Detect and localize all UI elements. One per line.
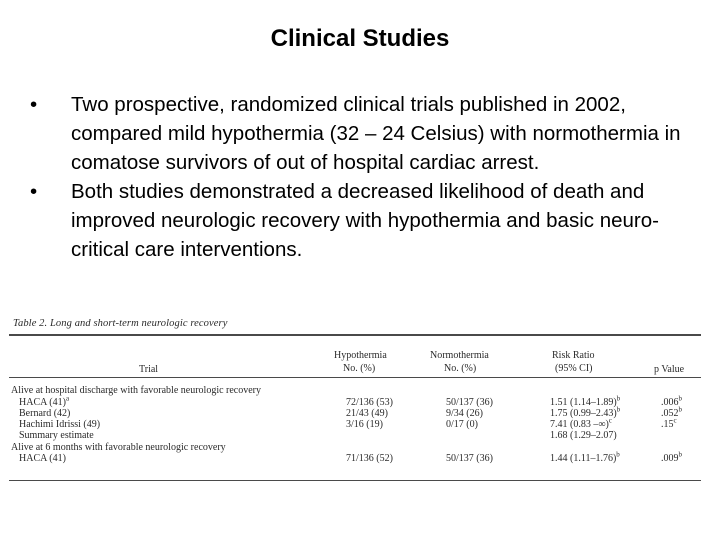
cell-trial: Alive at hospital discharge with favorable neurologic recovery [11,385,262,396]
slide-title: Clinical Studies [270,25,450,52]
table-caption: Table 2. Long and short-term neurologic recovery [13,318,228,329]
cell-trial: HACA (41) [19,453,66,464]
header-risk-ratio: Risk Ratio [552,350,595,361]
header-hypothermia: Hypothermia [334,350,387,361]
cell-trial: HACA $(41)^a$ [19,394,70,408]
header-trial: Trial [139,364,159,375]
cell-p-value: .006$^b$ [661,394,682,408]
cell-normothermia: 0/17 (0) [446,419,478,430]
table-rule-bottom [9,480,701,481]
cell-p-value: .009$^b$ [661,450,682,464]
cell-p-value: .15$^c$ [661,416,677,430]
results-table [9,318,701,483]
header-normothermia-unit: No. (%) [444,363,477,374]
cell-hypothermia: 71/136 (52) [346,453,393,464]
table-rule-header [9,377,701,378]
bullet-item: • Both studies demonstrated a decreased likelihood of death and improved neurologic recovery with hypothermia and basic neuro-critical care interventions. [28,177,708,264]
bullet-item: • Two prospective, randomized clinical trials published in 2002, compared mild hypothermia (32 – 24 Celsius) with normothermia in comatose survivors of out of hospital cardiac arrest. [28,90,708,177]
cell-risk-ratio: 1.75 $(0.99-2.43)^b$ [550,405,621,419]
cell-normothermia: 50/137 (36) [446,397,493,408]
cell-hypothermia: 72/136 (53) [346,397,393,408]
header-risk-ratio-ci: (95% CI) [555,363,593,374]
cell-risk-ratio: 1.68 (1.29–2.07) [550,430,617,441]
cell-normothermia: 50/137 (36) [446,453,493,464]
cell-trial: Alive at 6 months with favorable neurologic recovery [11,442,226,453]
cell-trial: Bernard (42) [19,408,71,419]
bullet-list [28,90,708,264]
cell-trial: Hachimi Idrissi (49) [19,419,101,430]
cell-risk-ratio: 1.51 $(1.14-1.89)^b$ [550,394,621,408]
cell-hypothermia: 21/43 (49) [346,408,388,419]
header-p-value: p Value [654,364,685,375]
header-hypothermia-unit: No. (%) [343,363,376,374]
cell-trial: Summary estimate [19,430,94,441]
cell-hypothermia: 3/16 (19) [346,419,383,430]
cell-risk-ratio: 1.44 $(1.11-1.76)^b$ [550,450,620,464]
cell-risk-ratio: 7.41 (0.83 –∞)$^c$ [550,416,612,430]
cell-normothermia: 9/34 (26) [446,408,483,419]
cell-p-value: .052$^b$ [661,405,682,419]
header-normothermia: Normothermia [430,350,489,361]
table-rule-top [9,334,701,336]
